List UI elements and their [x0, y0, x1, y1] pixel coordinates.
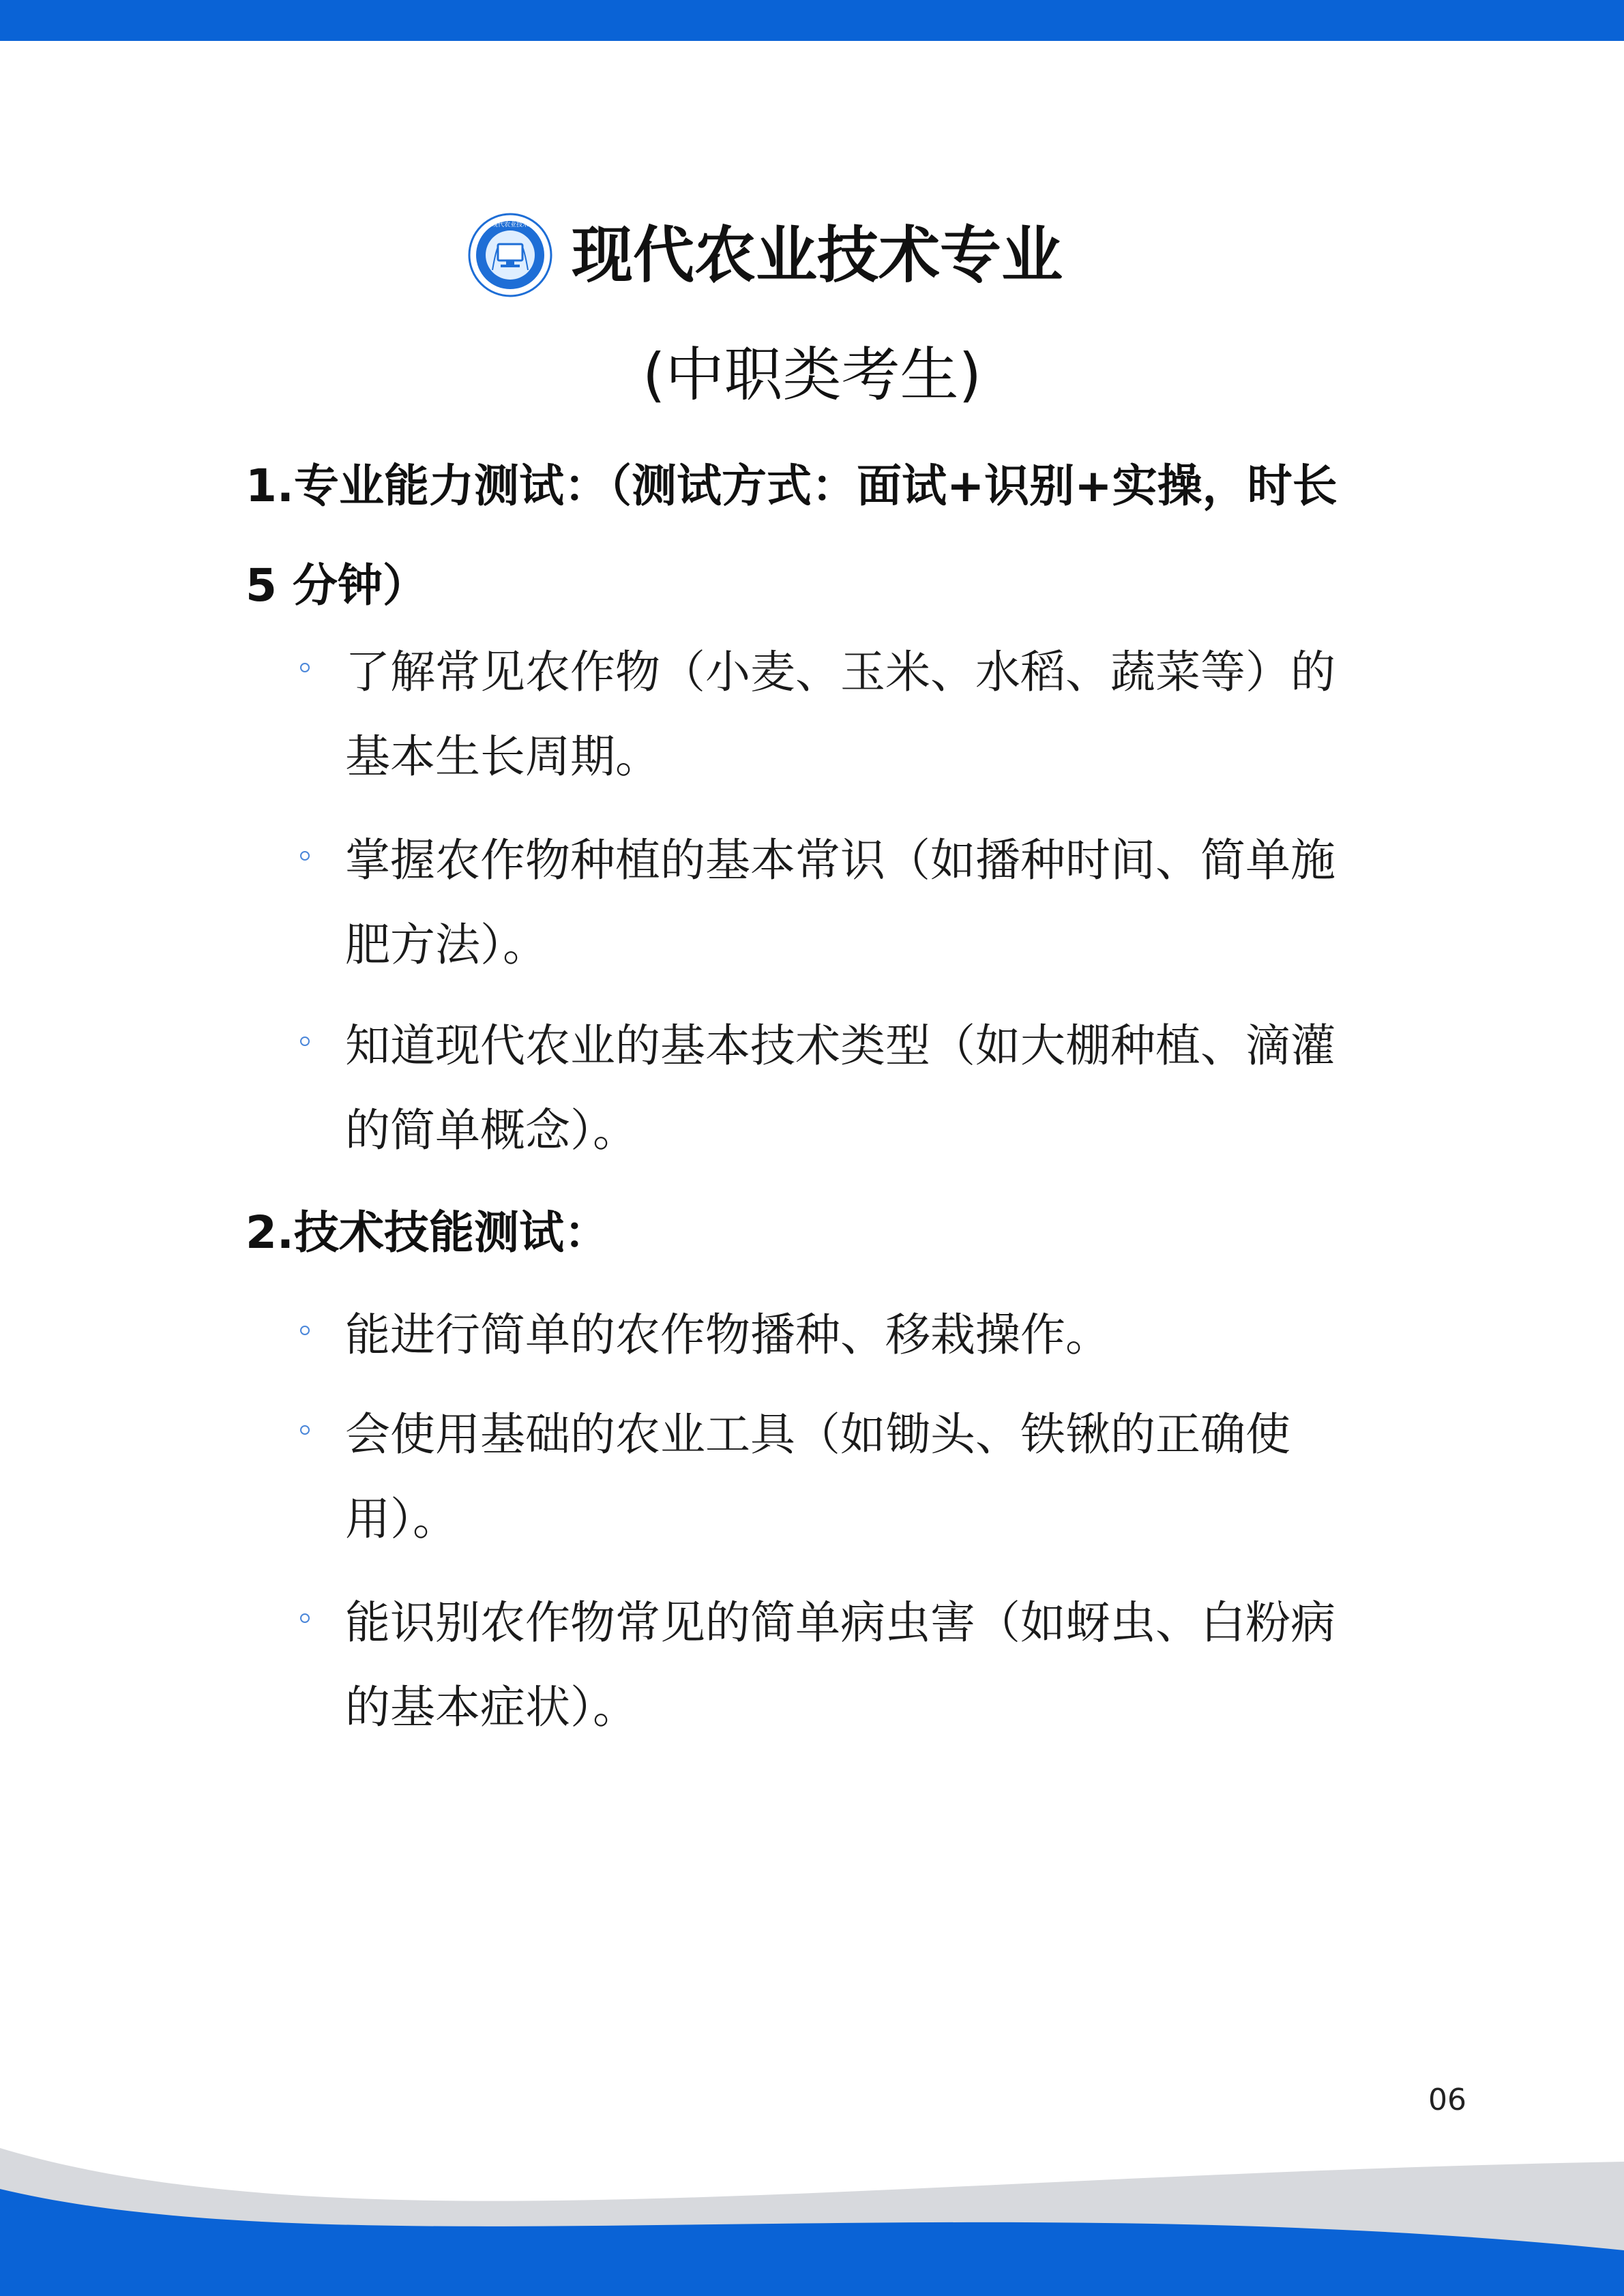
list-item-text: 知道现代农业的基本技术类型（如大棚种植、滴灌的简单概念）。	[345, 1019, 1335, 1157]
logo-arc-text: 现代农业技术	[491, 222, 529, 228]
bottom-wave-decoration	[0, 2148, 1624, 2296]
bullet-circle-icon	[300, 1613, 310, 1623]
top-banner-bar	[0, 0, 1624, 41]
list-item-text: 了解常见农作物（小麦、玉米、水稻、蔬菜等）的基本生长周期。	[345, 646, 1335, 783]
page-title: 现代农业技术专业	[572, 220, 1063, 291]
bullet-circle-icon	[300, 663, 310, 672]
section-heading-skill-test: 2.技术技能测试：	[246, 1206, 609, 1259]
list-item-text: 会使用基础的农业工具（如锄头、铁锹的正确使用）。	[345, 1408, 1290, 1545]
bullet-circle-icon	[300, 1326, 310, 1335]
bullet-circle-icon	[300, 1425, 310, 1435]
title-row	[0, 205, 1624, 307]
section-heading-ability-test: 1.专业能力测试：（测试方式：面试+识别+实操，时长 5 分钟）	[246, 460, 1338, 612]
bullet-circle-icon	[300, 851, 310, 861]
list-item-text: 能进行简单的农作物播种、移栽操作。	[345, 1309, 1110, 1361]
list-item-text: 掌握农作物种植的基本常识（如播种时间、简单施肥方法）。	[345, 834, 1335, 971]
agriculture-emblem-logo-icon	[468, 213, 552, 297]
page-subtitle: (中职类考生)	[642, 341, 982, 409]
bullet-circle-icon	[300, 1037, 310, 1046]
list-item-text: 能识别农作物常见的简单病虫害（如蚜虫、白粉病的基本症状）。	[345, 1596, 1335, 1733]
page-number: 06	[1428, 2083, 1466, 2117]
